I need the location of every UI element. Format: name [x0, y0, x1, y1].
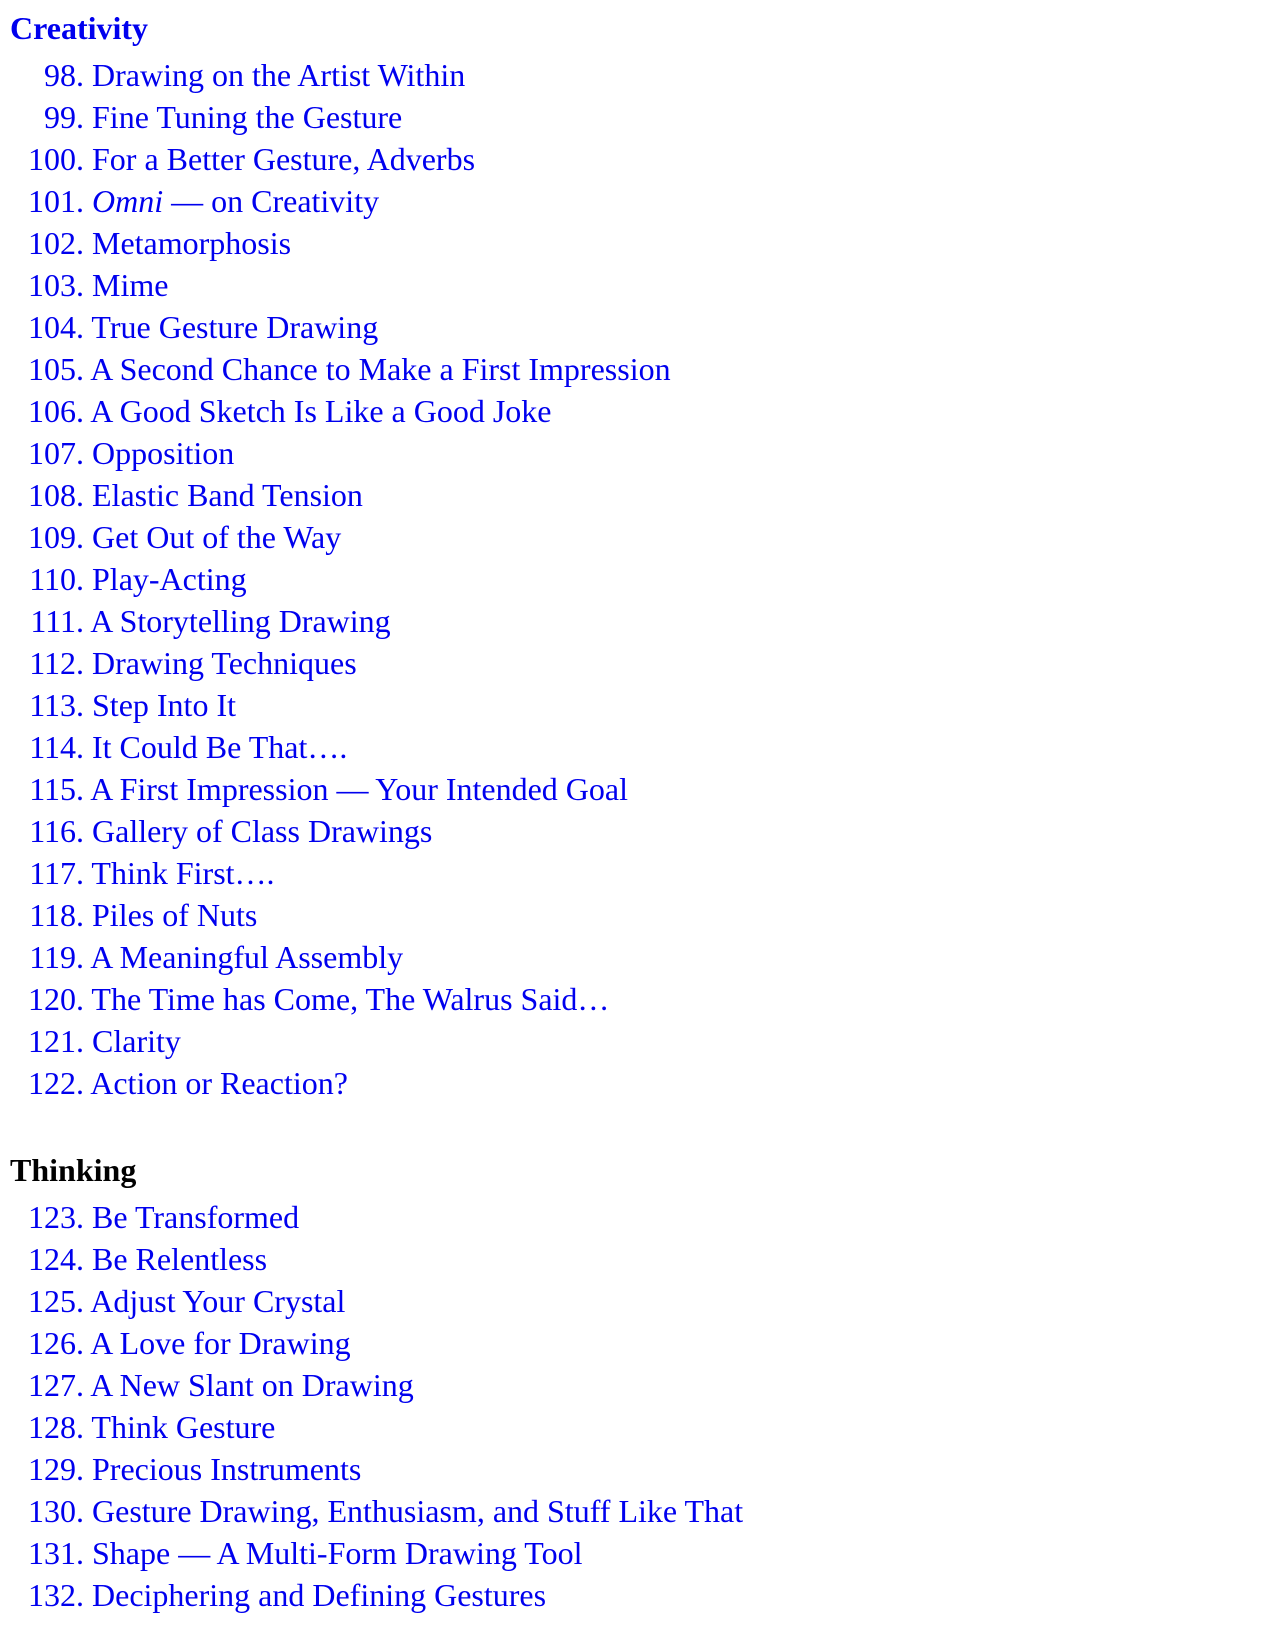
- toc-item-title: Elastic Band Tension: [92, 477, 363, 513]
- toc-item-title: A Meaningful Assembly: [90, 939, 404, 975]
- toc-list-creativity: [0, 54, 671, 1104]
- toc-item[interactable]: [0, 936, 671, 978]
- toc-item-number: 115.: [29, 771, 84, 807]
- toc-item-title: Mime: [92, 267, 169, 303]
- toc-item-number: 103.: [28, 267, 84, 303]
- toc-item-number: 98.: [44, 57, 84, 93]
- toc-item-number: 128.: [28, 1409, 84, 1445]
- toc-item-title: Deciphering and Defining Gestures: [92, 1577, 547, 1613]
- toc-item-title: Fine Tuning the Gesture: [92, 99, 403, 135]
- toc-item-number: 120.: [28, 981, 84, 1017]
- toc-item[interactable]: [0, 138, 671, 180]
- toc-item-number: 130.: [28, 1493, 84, 1529]
- toc-item-number: 100.: [28, 141, 84, 177]
- toc-item-title: Drawing on the Artist Within: [92, 57, 466, 93]
- toc-item-number: 111.: [30, 603, 84, 639]
- toc-item[interactable]: [0, 1280, 743, 1322]
- toc-item[interactable]: [0, 474, 671, 516]
- toc-item[interactable]: [0, 1406, 743, 1448]
- toc-item[interactable]: [0, 1196, 743, 1238]
- toc-item-number: 127.: [28, 1367, 84, 1403]
- toc-item-number: 117.: [29, 855, 84, 891]
- toc-item-title: Think Gesture: [91, 1409, 276, 1445]
- toc-item-number: 106.: [28, 393, 84, 429]
- toc-item[interactable]: [0, 642, 671, 684]
- toc-item-number: 109.: [28, 519, 84, 555]
- toc-item-title: Think First….: [91, 855, 275, 891]
- toc-item[interactable]: [0, 264, 671, 306]
- toc-item-title: Be Transformed: [92, 1199, 300, 1235]
- toc-item[interactable]: [0, 96, 671, 138]
- toc-item-title: [92, 183, 379, 219]
- toc-item-number: 104.: [28, 309, 84, 345]
- toc-item-number: 112.: [29, 645, 84, 681]
- toc-item-title: Action or Reaction?: [90, 1065, 348, 1101]
- toc-item[interactable]: [0, 978, 671, 1020]
- toc-item-number: 122.: [28, 1065, 84, 1101]
- toc-item-title: Metamorphosis: [92, 225, 292, 261]
- toc-item-title: Adjust Your Crystal: [90, 1283, 346, 1319]
- toc-item-number: 102.: [28, 225, 84, 261]
- toc-item-title: Gallery of Class Drawings: [92, 813, 433, 849]
- section-heading-creativity[interactable]: Creativity: [10, 10, 149, 46]
- toc-item-number: 119.: [29, 939, 84, 975]
- toc-item-title-rest: — on Creativity: [163, 183, 380, 219]
- toc-item-number: 110.: [29, 561, 84, 597]
- toc-item[interactable]: [0, 684, 671, 726]
- toc-item-number: 125.: [28, 1283, 84, 1319]
- toc-item-title: Piles of Nuts: [92, 897, 258, 933]
- toc-item-number: 118.: [29, 897, 84, 933]
- toc-item[interactable]: [0, 1448, 743, 1490]
- toc-item-number: 121.: [28, 1023, 84, 1059]
- toc-item[interactable]: [0, 390, 671, 432]
- toc-item-number: 99.: [44, 99, 84, 135]
- toc-item-number: 116.: [29, 813, 84, 849]
- toc-item[interactable]: [0, 1490, 743, 1532]
- toc-item-title: A Storytelling Drawing: [90, 603, 391, 639]
- toc-item[interactable]: [0, 1364, 743, 1406]
- toc-item[interactable]: [0, 1532, 743, 1574]
- toc-item-title: The Time has Come, The Walrus Said…: [91, 981, 610, 1017]
- toc-item-number: 108.: [28, 477, 84, 513]
- toc-item-title: For a Better Gesture, Adverbs: [92, 141, 476, 177]
- toc-item-title: A New Slant on Drawing: [90, 1367, 414, 1403]
- toc-item-title-italic: Omni: [92, 183, 164, 219]
- toc-item[interactable]: [0, 1574, 743, 1616]
- toc-item-title: A Good Sketch Is Like a Good Joke: [90, 393, 552, 429]
- toc-item-title: Step Into It: [92, 687, 236, 723]
- toc-item-title: Drawing Techniques: [92, 645, 357, 681]
- toc-item[interactable]: [0, 516, 671, 558]
- toc-item-number: 114.: [29, 729, 84, 765]
- toc-item-number: 124.: [28, 1241, 84, 1277]
- toc-item[interactable]: [0, 894, 671, 936]
- toc-item[interactable]: [0, 600, 671, 642]
- toc-item-title: Play-Acting: [92, 561, 247, 597]
- toc-item-number: 129.: [28, 1451, 84, 1487]
- toc-item-title: It Could Be That….: [92, 729, 348, 765]
- toc-item[interactable]: [0, 1238, 743, 1280]
- toc-item[interactable]: [0, 558, 671, 600]
- toc-item[interactable]: [0, 180, 671, 222]
- toc-item-number: 105.: [28, 351, 84, 387]
- toc-item-number: 132.: [28, 1577, 84, 1613]
- toc-item[interactable]: [0, 222, 671, 264]
- toc-item-title: A First Impression — Your Intended Goal: [90, 771, 628, 807]
- toc-item[interactable]: [0, 1322, 743, 1364]
- toc-item[interactable]: [0, 852, 671, 894]
- toc-item[interactable]: [0, 306, 671, 348]
- toc-item-number: 101.: [28, 183, 84, 219]
- section-heading-thinking: Thinking: [10, 1152, 137, 1188]
- toc-item[interactable]: [0, 348, 671, 390]
- toc-item[interactable]: [0, 1020, 671, 1062]
- toc-item-title: Gesture Drawing, Enthusiasm, and Stuff Like That: [92, 1493, 744, 1529]
- toc-item-title: A Love for Drawing: [90, 1325, 351, 1361]
- toc-item[interactable]: [0, 54, 671, 96]
- toc-item-title: True Gesture Drawing: [91, 309, 379, 345]
- toc-item-title: Get Out of the Way: [92, 519, 342, 555]
- toc-item-title: Be Relentless: [92, 1241, 268, 1277]
- toc-item[interactable]: [0, 432, 671, 474]
- toc-item[interactable]: [0, 1062, 671, 1104]
- toc-item-number: 131.: [28, 1535, 84, 1571]
- toc-item-title: A Second Chance to Make a First Impression: [90, 351, 671, 387]
- toc-item-title: Shape — A Multi-Form Drawing Tool: [92, 1535, 583, 1571]
- toc-item[interactable]: [0, 810, 671, 852]
- toc-item[interactable]: [0, 726, 671, 768]
- toc-item-number: 123.: [28, 1199, 84, 1235]
- toc-list-thinking: [0, 1196, 743, 1616]
- toc-item-number: 107.: [28, 435, 84, 471]
- toc-item-number: 126.: [28, 1325, 84, 1361]
- toc-item[interactable]: [0, 768, 671, 810]
- toc-item-title: Precious Instruments: [92, 1451, 362, 1487]
- toc-item-title: Clarity: [92, 1023, 181, 1059]
- toc-item-title: Opposition: [92, 435, 235, 471]
- toc-item-number: 113.: [29, 687, 84, 723]
